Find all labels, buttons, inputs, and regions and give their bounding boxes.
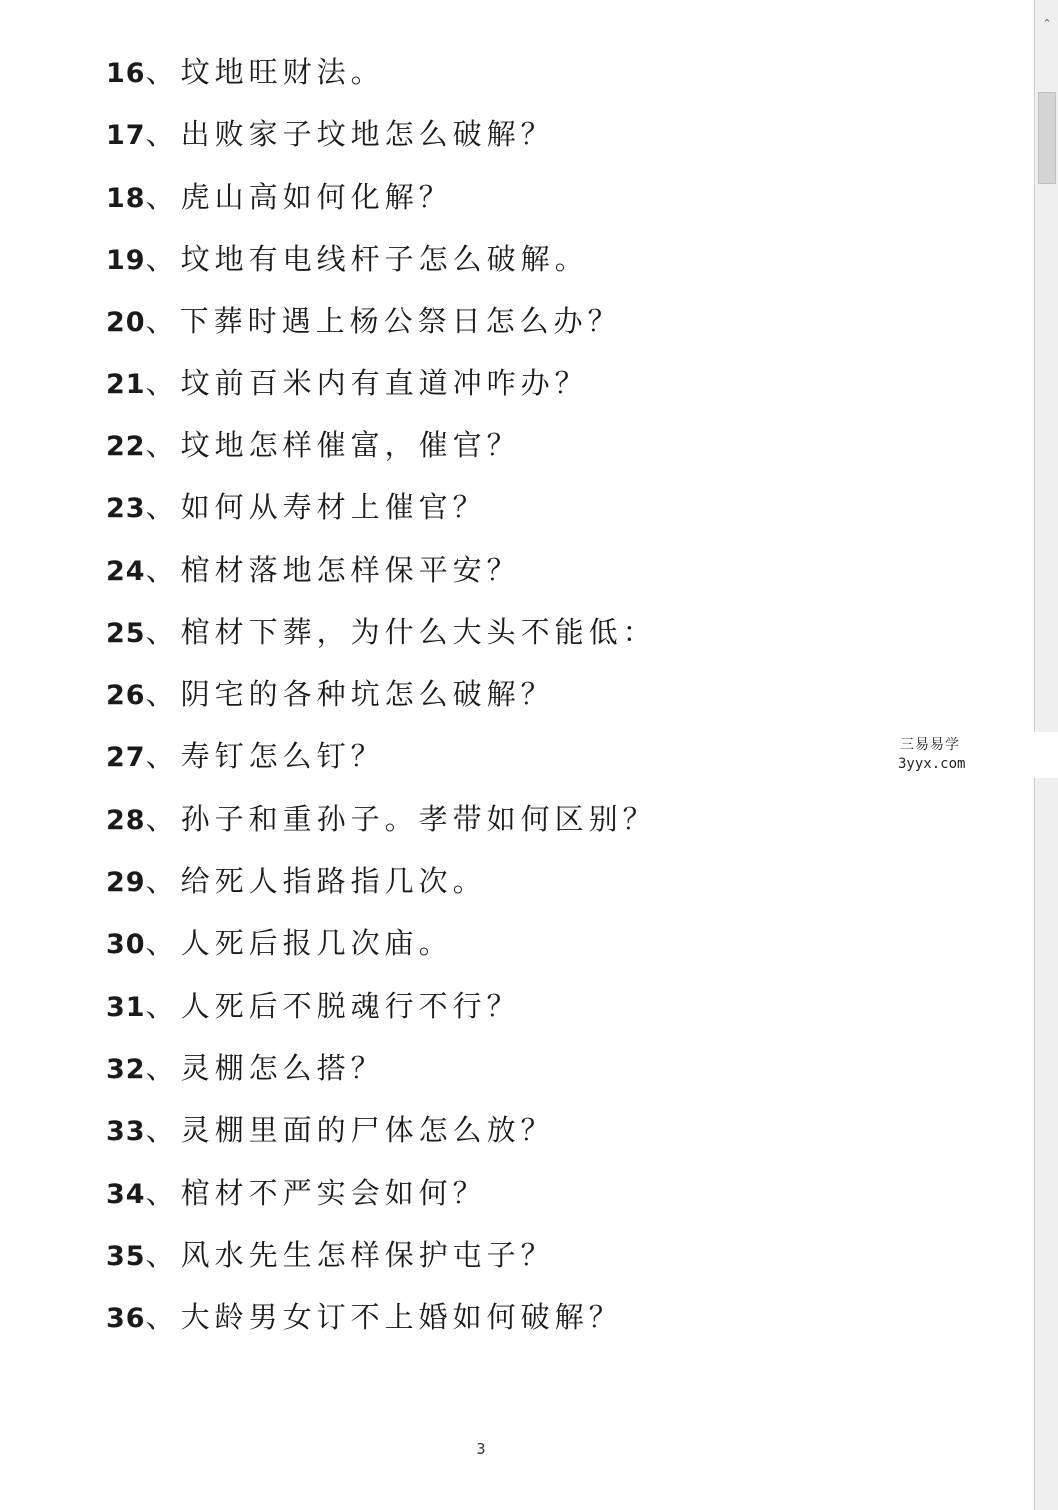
list-item (106, 736, 385, 776)
item-separator: 、 (145, 615, 181, 649)
item-text: 坟前百米内有直道冲咋办？ (180, 366, 589, 400)
item-text: 给死人指路指几次。 (180, 864, 487, 898)
list-item (106, 1173, 487, 1213)
item-number: 20 (106, 307, 146, 338)
item-text: 阴宅的各种坑怎么破解？ (180, 677, 555, 711)
item-number: 32 (106, 1054, 146, 1085)
item-text: 孙子和重孙子。孝带如何区别？ (180, 802, 657, 836)
item-number: 36 (106, 1303, 146, 1334)
item-separator: 、 (145, 304, 180, 338)
item-text: 坟地旺财法。 (180, 55, 385, 89)
list-item (106, 1048, 385, 1088)
item-separator: 、 (145, 490, 181, 524)
list-item (106, 52, 385, 92)
item-separator: 、 (145, 117, 181, 151)
list-item (106, 1297, 623, 1337)
item-separator: 、 (145, 1300, 181, 1334)
chevron-up-icon[interactable]: ⌃ (1042, 17, 1052, 30)
item-separator: 、 (145, 366, 181, 400)
item-separator: 、 (145, 55, 181, 89)
item-number: 21 (106, 369, 146, 400)
item-number: 28 (106, 805, 146, 836)
item-text: 人死后不脱魂行不行？ (180, 989, 521, 1023)
list-item (106, 487, 487, 527)
item-text: 坟地怎样催富，催官？ (180, 428, 521, 462)
item-separator: 、 (145, 989, 181, 1023)
item-number: 17 (106, 120, 146, 151)
item-number: 26 (106, 680, 146, 711)
item-text: 棺材落地怎样保平安？ (180, 553, 521, 587)
list-item (106, 363, 589, 403)
item-text: 风水先生怎样保护屯子？ (180, 1238, 555, 1272)
item-number: 30 (106, 929, 146, 960)
item-text: 出败家子坟地怎么破解？ (180, 117, 555, 151)
item-separator: 、 (145, 926, 181, 960)
item-separator: 、 (145, 1238, 181, 1272)
item-separator: 、 (145, 864, 181, 898)
list-item (106, 301, 622, 341)
watermark-url: 3yyx.com (898, 756, 966, 772)
list-item (106, 986, 521, 1026)
list-item (106, 674, 555, 714)
list-item (106, 550, 521, 590)
list-item (106, 425, 521, 465)
item-separator: 、 (145, 1176, 181, 1210)
item-number: 25 (106, 618, 146, 649)
list-item (106, 177, 453, 217)
list-item (106, 861, 487, 901)
item-separator: 、 (145, 677, 181, 711)
item-number: 22 (106, 431, 146, 462)
item-separator: 、 (145, 739, 181, 773)
item-number: 34 (106, 1179, 146, 1210)
item-separator: 、 (145, 242, 181, 276)
item-text: 寿钉怎么钉？ (180, 739, 385, 773)
item-number: 27 (106, 742, 146, 773)
list-item (106, 114, 555, 154)
item-number: 31 (106, 992, 146, 1023)
list-item (106, 612, 657, 652)
list-item (106, 923, 453, 963)
list-item (106, 239, 589, 279)
scrollbar-thumb[interactable] (1038, 92, 1056, 184)
item-text: 灵棚里面的尸体怎么放？ (180, 1113, 555, 1147)
item-separator: 、 (145, 428, 181, 462)
item-text: 棺材下葬，为什么大头不能低： (180, 615, 657, 649)
item-number: 24 (106, 556, 146, 587)
item-text: 虎山高如何化解？ (180, 180, 453, 214)
list-item (106, 1235, 555, 1275)
item-text: 下葬时遇上杨公祭日怎么办？ (179, 304, 622, 338)
item-separator: 、 (145, 553, 181, 587)
item-text: 坟地有电线杆子怎么破解。 (180, 242, 589, 276)
item-text: 大龄男女订不上婚如何破解？ (180, 1300, 623, 1334)
item-text: 人死后报几次庙。 (180, 926, 453, 960)
item-separator: 、 (145, 1051, 181, 1085)
list-item (106, 1110, 555, 1150)
item-number: 16 (106, 58, 146, 89)
item-number: 33 (106, 1116, 146, 1147)
item-separator: 、 (145, 802, 181, 836)
item-number: 23 (106, 493, 146, 524)
item-separator: 、 (145, 180, 181, 214)
item-number: 29 (106, 867, 146, 898)
item-text: 如何从寿材上催官？ (180, 490, 487, 524)
page-number: 3 (476, 1440, 486, 1458)
item-number: 19 (106, 245, 146, 276)
item-text: 灵棚怎么搭？ (180, 1051, 385, 1085)
watermark-name: 三易易学 (900, 737, 960, 753)
item-text: 棺材不严实会如何？ (180, 1176, 487, 1210)
list-item (106, 799, 657, 839)
item-number: 35 (106, 1241, 146, 1272)
watermark (880, 732, 1058, 778)
item-separator: 、 (145, 1113, 181, 1147)
item-number: 18 (106, 183, 146, 214)
